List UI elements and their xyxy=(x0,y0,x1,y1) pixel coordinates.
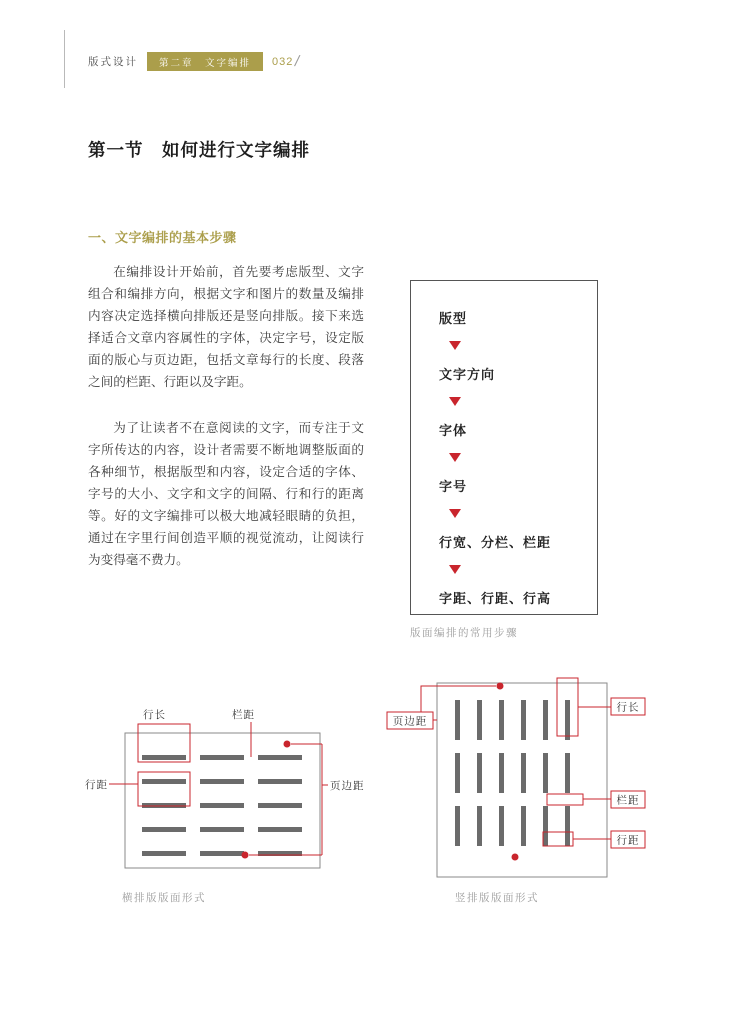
paragraph-1: 在编排设计开始前，首先要考虑版型、文字组合和编排方向，根据文字和图片的数量及编排内容决定选择横向排版还是竖向排版。接下来选择适合文章内容属性的字体，决定字号，设定版面的版心与页边距，包括文章每行的长度、段落之间的栏距、行距以及字距。 xyxy=(88,265,364,389)
page-margin-label: 页边距 xyxy=(330,780,365,792)
page-number: 032 xyxy=(272,55,294,68)
section-title: 第一节 如何进行文字编排 xyxy=(88,140,310,160)
arrow-down-icon xyxy=(449,509,461,518)
column-gap-label: 栏距 xyxy=(232,709,255,721)
arrow-down-icon xyxy=(449,453,461,462)
column-gap-callout xyxy=(547,794,583,805)
chapter-badge: 第二章 文字编排 xyxy=(147,52,263,71)
top-margin-dot xyxy=(497,683,504,690)
arrow-down-icon xyxy=(449,341,461,350)
flow-box-caption: 版面编排的常用步骤 xyxy=(410,627,518,639)
bottom-margin-dot xyxy=(512,854,519,861)
body-text xyxy=(88,262,364,597)
flow-step-size: 字号 xyxy=(439,479,468,494)
flow-chart-box xyxy=(410,280,598,615)
flow-step-layout: 版型 xyxy=(439,311,468,326)
arrow-down-icon xyxy=(449,565,461,574)
horizontal-layout-diagram xyxy=(80,682,370,888)
book-title: 版式设计 xyxy=(88,56,138,68)
flow-step-spacing: 字距、行距、行高 xyxy=(439,591,552,606)
line-spacing-callout xyxy=(138,772,190,806)
bottom-margin-dot xyxy=(242,852,249,859)
slash-ornament: / xyxy=(293,53,302,70)
horizontal-diagram-caption: 横排版版面形式 xyxy=(122,892,206,904)
text-line-bars xyxy=(455,700,570,846)
vertical-diagram-caption: 竖排版版面形式 xyxy=(455,892,539,904)
top-left-margin-rule xyxy=(64,30,65,88)
flow-step-direction: 文字方向 xyxy=(439,367,496,382)
arrow-down-icon xyxy=(449,397,461,406)
column-gap-label: 栏距 xyxy=(616,794,640,807)
top-margin-dot xyxy=(284,741,291,748)
paragraph-2: 为了让读者不在意阅读的文字，而专注于文字所传达的内容，设计者需要不断地调整版面的各种细节，根据版型和内容，设定合适的字体、字号的大小、文字和文字的间隔、行和行的距离等。好的文字编排可以极大地减轻眼睛的负担，通过在字里行间创造平顺的视觉流动，让阅读行为变得毫不费力。 xyxy=(88,421,364,567)
line-spacing-label: 行距 xyxy=(85,779,108,791)
vertical-layout-diagram xyxy=(385,650,720,890)
line-length-label: 行长 xyxy=(143,709,166,721)
flow-step-columns: 行宽、分栏、栏距 xyxy=(439,535,552,550)
flow-step-typeface: 字体 xyxy=(439,423,468,438)
subsection-title: 一、文字编排的基本步骤 xyxy=(88,230,237,245)
page-frame xyxy=(125,733,320,868)
page-margin-label: 页边距 xyxy=(392,715,428,728)
page-header xyxy=(88,52,300,71)
line-spacing-label: 行距 xyxy=(616,834,640,847)
line-length-label: 行长 xyxy=(616,701,640,714)
